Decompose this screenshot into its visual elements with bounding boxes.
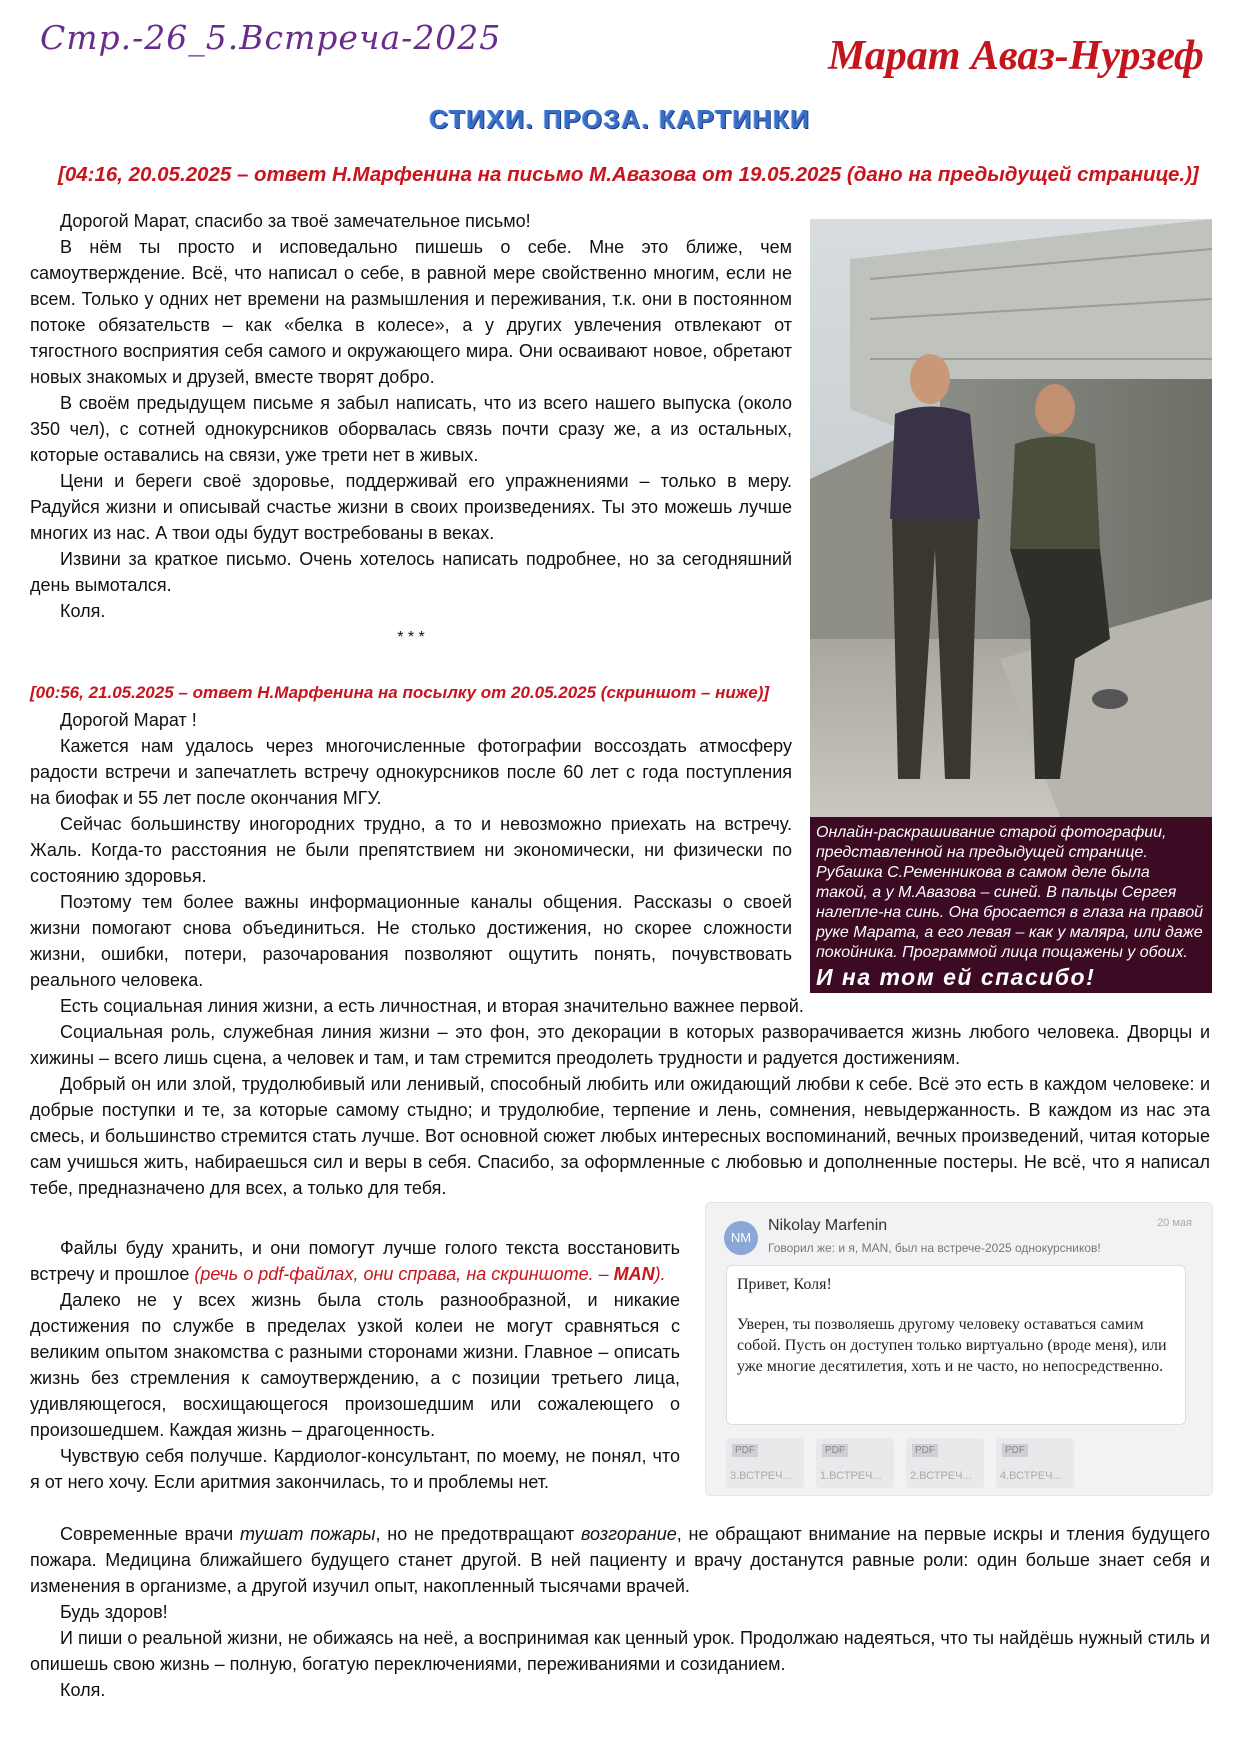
- message-body: [726, 1265, 1186, 1425]
- pdf-attachment[interactable]: PDF 4.ВСТРЕЧ...: [996, 1438, 1074, 1488]
- message-date: 20 мая: [1157, 1217, 1192, 1229]
- message-text: Уверен, ты позволяешь другому человеку оставаться самим собой. Пусть он доступен только виртуально (вроде меня), или уже многие десятилетия, хоть и не часто, но непосредственно.: [737, 1316, 1167, 1375]
- paragraph: Поэтому тем более важны информационные каналы общения. Рассказы о своей жизни помогают снова объединиться. Не столько достижения, но скорее сложности жизни, ошибки, потери, разочарования позволяют ощутить понять, почувствовать реального человека.: [30, 892, 792, 990]
- author-name: Марат Аваз-Нурзеф: [827, 33, 1204, 79]
- letter1-body: [30, 208, 792, 624]
- editor-note: (речь о pdf-файлах, они справа, на скриншоте. – MAN).: [194, 1264, 666, 1284]
- photo-image: [810, 219, 1212, 817]
- page-label: Стр.-26_5.Встреча-2025: [40, 18, 502, 57]
- paragraph: Дорогой Марат !: [60, 710, 197, 730]
- paragraph: Социальная роль, служебная линия жизни – это фон, это декорации в которых разворачивается жизнь любого человека. Дворцы и хижины – всего лишь сцена, а человек и там, и там стремится преодолеть трудности и радуется достижениям.: [30, 1022, 1210, 1068]
- paragraph: Добрый он или злой, трудолюбивый или ленивый, способный любить или ожидающий любви к себе. Всё это есть в каждом человеке: и добрые поступки и те, за которые самому стыдно; и трудолюбие, терпение и лень, сомнения, невыдержанность. В каждом из нас эта смесь, и большинство стремится стать лучше. Вот основной сюжет любых интересных воспоминаний, вечных произведений, читая которые сам учишься жить, набираешься сил и веры в себя. Спасибо, за оформленные с любовью и дополненные постеры. Не всё, что я написал тебе, предназначено для всех, а только для тебя.: [30, 1074, 1210, 1198]
- doctors-paragraph: Современные врачи тушат пожары, но не предотвращают возгорание, не обращают внимание на первые искры и тления будущего пожара. Медицина ближайшего будущего станет другой. В ней пациенту и врачу достанутся равные роли: один больше знает себя и изменения в организме, а другой изучил опыт, накопленный тысячами врачей.: [30, 1524, 1211, 1596]
- signature: Коля.: [60, 601, 106, 621]
- greeting: Привет, Коля!: [737, 1276, 832, 1293]
- paragraph: И пиши о реальной жизни, не обижаясь на неё, а воспринимая как ценный урок. Продолжаю надеяться, что ты найдёшь нужный стиль и опишешь свою жизнь – полную, богатую переключениями, переживаниями и созиданием.: [30, 1628, 1210, 1674]
- letter2-heading: [00:56, 21.05.2025 – ответ Н.Марфенина на посылку от 20.05.2025 (скриншот – ниже)]: [30, 683, 770, 702]
- section-title: СТИХИ. ПРОЗА. КАРТИНКИ: [429, 104, 811, 134]
- colorized-photo: [810, 219, 1212, 993]
- letter2-column: [30, 707, 792, 993]
- caption-text: Онлайн-раскрашивание старой фотографии, представленной на предыдущей странице. Рубашка С.Ременникова в самом деле была такой, а у М.Авазова – синей. В пальцы Сергея налепле-на синь. Она бросается в глаза на правой руке Марата, а его левая – как у маляра, или даже покойника. Программой лица пощажены у обоих.: [816, 824, 1204, 961]
- pdf-attachment[interactable]: PDF 1.ВСТРЕЧ...: [816, 1438, 894, 1488]
- paragraph: Сейчас большинству иногородних трудно, а то и невозможно приехать на встречу. Жаль. Когда-то расстояния не были препятствием ни экономически, ни физически по состоянию здоровья.: [30, 814, 792, 886]
- sender-name: Nikolay Marfenin: [768, 1217, 888, 1234]
- photo-caption: [810, 817, 1212, 993]
- letter2-full-text: [30, 993, 1210, 1201]
- caption-emphasis: И на том ей спасибо!: [816, 964, 1096, 990]
- paragraph: Дорогой Марат, спасибо за твоё замечательное письмо!: [60, 211, 531, 231]
- paragraph: Цени и береги своё здоровье, поддерживай его упражнениями – только в меру. Радуйся жизни и описывай счастье жизни в своих произведениях. Ты это можешь лучше многих из нас. А твои оды будут востребованы в веках.: [30, 471, 792, 543]
- avatar: NM: [724, 1221, 758, 1255]
- signature: Коля.: [60, 1680, 106, 1700]
- separator: * * *: [397, 629, 425, 646]
- paragraph: Чувствую себя получше. Кардиолог-консультант, по моему, не понял, что я от него хочу. Если аритмия закончилась, то и проблемы нет.: [30, 1446, 680, 1492]
- paragraph: В своём предыдущем письме я забыл написать, что из всего нашего выпуска (около 350 чел), с сотней однокурсников оборвалась связь почти сразу же, а из остальных, которые оставались на связи, уже трети нет в живых.: [30, 393, 792, 465]
- paragraph: В нём ты просто и исповедально пишешь о себе. Мне это ближе, чем самоутверждение. Всё, что написал о себе, в равной мере свойственно многим, если не всем. Только у одних нет времени на размышления и переживания, т.к. они в постоянном потоке обязательств – как «белка в колесе», а у других увлечения отвлекают от тягостного восприятия себя самого и окружающего мира. Они осваивают новое, обретают новых знакомых и друзей, вместе творят добро.: [30, 237, 792, 387]
- pdf-attachment[interactable]: PDF 3.ВСТРЕЧ...: [726, 1438, 804, 1488]
- letter2-closing: [30, 1521, 1210, 1703]
- paragraph: Далеко не у всех жизнь была столь разнообразной, и никакие достижения по службе в пределах узкой колеи не могут сравняться с великим опытом знакомства с разными сторонами жизни. Главное – описать жизнь без стремления к самоутверждению, а с позиции третьего лица, удивляющегося, восхищающегося произошедшим или сожалеющего о произошедшем. Каждая жизнь – драгоценность.: [30, 1290, 680, 1440]
- paragraph: Извини за краткое письмо. Очень хотелось написать подробнее, но за сегодняшний день вымотался.: [30, 549, 792, 595]
- letter2-column-2: [30, 1235, 680, 1495]
- pdf-attachment[interactable]: PDF 2.ВСТРЕЧ...: [906, 1438, 984, 1488]
- message-snippet: Говорил же: и я, MAN, был на встрече-2025 однокурсников!: [768, 1241, 1101, 1255]
- files-paragraph: Файлы буду хранить, и они помогут лучше голого текста восстановить встречу и прошлое (речь о pdf-файлах, они справа, на скриншоте. – MAN).: [30, 1238, 680, 1284]
- email-screenshot: [705, 1202, 1213, 1496]
- paragraph: Будь здоров!: [60, 1602, 168, 1622]
- paragraph: Кажется нам удалось через многочисленные фотографии воссоздать атмосферу радости встречи и запечатлеть встречу однокурсников после 60 лет с года поступления на биофак и 55 лет после окончания МГУ.: [30, 736, 792, 808]
- letter1-heading: [04:16, 20.05.2025 – ответ Н.Марфенина на письмо М.Авазова от 19.05.2025 (дано на предыдущей странице.)]: [58, 163, 1199, 186]
- paragraph: Есть социальная линия жизни, а есть личностная, и вторая значительно важнее первой.: [60, 996, 804, 1016]
